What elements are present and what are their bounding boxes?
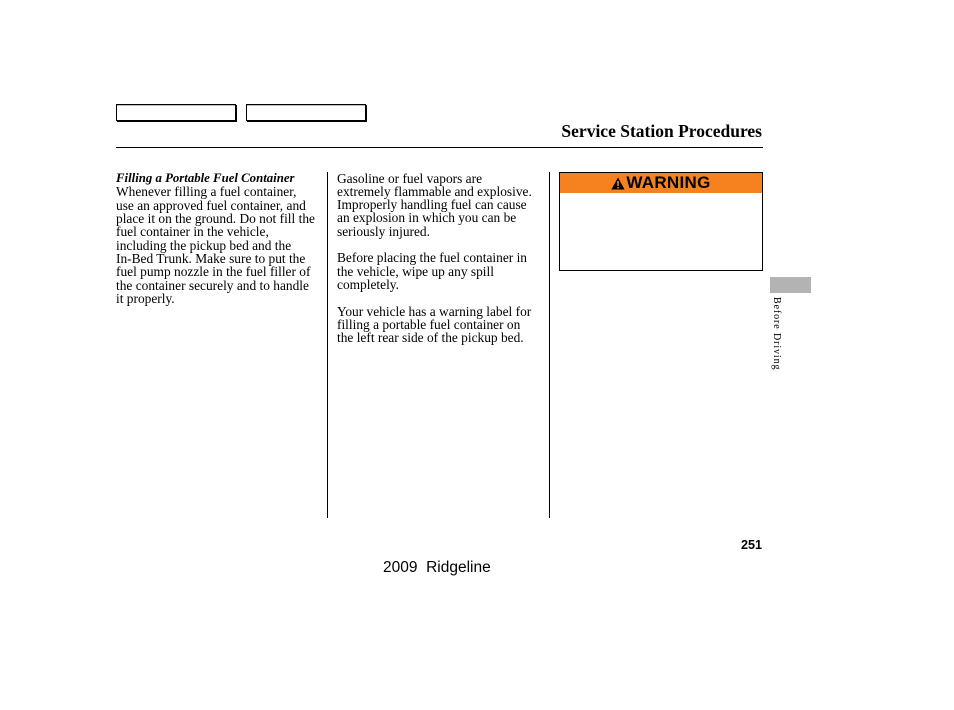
body-line: Whenever filling a fuel container, — [116, 184, 297, 200]
nav-button-2[interactable] — [246, 104, 366, 121]
body-line: it properly. — [116, 290, 175, 306]
header-rule — [116, 147, 763, 148]
column-1 — [116, 172, 315, 305]
footer-model: 2009 Ridgeline — [383, 559, 491, 576]
section-heading: Filling a Portable Fuel Container — [116, 171, 295, 185]
paragraph — [337, 172, 532, 239]
warning-box — [559, 172, 763, 271]
section-tab — [770, 277, 811, 293]
body-line: Improperly handling fuel can cause — [337, 197, 527, 213]
body-line: an explosion in which you can be — [337, 210, 517, 226]
body-line: fuel container in the vehicle, — [116, 224, 269, 240]
nav-button-1[interactable] — [116, 104, 236, 121]
paragraph — [337, 305, 532, 345]
warning-header — [560, 173, 762, 193]
body-line: completely. — [337, 277, 399, 293]
body-line: including the pickup bed and the — [116, 237, 292, 253]
column-2 — [337, 172, 532, 345]
warning-label: WARNING — [626, 173, 711, 192]
page-number: 251 — [740, 538, 762, 552]
paragraph — [337, 251, 532, 291]
warning-body — [560, 193, 762, 270]
body-line: fuel pump nozzle in the fuel filler of — [116, 264, 311, 280]
body-line: Your vehicle has a warning label for — [337, 303, 532, 319]
body-line: In-Bed Trunk. Make sure to put the — [116, 250, 306, 266]
body-line: the container securely and to handle — [116, 277, 309, 293]
body-line: use an approved fuel container, and — [116, 197, 306, 213]
body-line: Gasoline or fuel vapors are — [337, 170, 483, 186]
warning-triangle-icon — [611, 177, 625, 190]
body-line: place it on the ground. Do not fill the — [116, 210, 315, 226]
page-title: Service Station Procedures — [561, 121, 762, 141]
column-divider — [549, 172, 550, 518]
column-divider — [327, 172, 328, 518]
section-tab-label: Before Driving — [771, 297, 782, 371]
body-line: filling a portable fuel container on — [337, 317, 521, 333]
body-line: Before placing the fuel container in — [337, 250, 527, 266]
body-line: the left rear side of the pickup bed. — [337, 330, 524, 346]
body-line: extremely flammable and explosive. — [337, 183, 532, 199]
body-line: seriously injured. — [337, 223, 430, 239]
body-line: the vehicle, wipe up any spill — [337, 263, 494, 279]
